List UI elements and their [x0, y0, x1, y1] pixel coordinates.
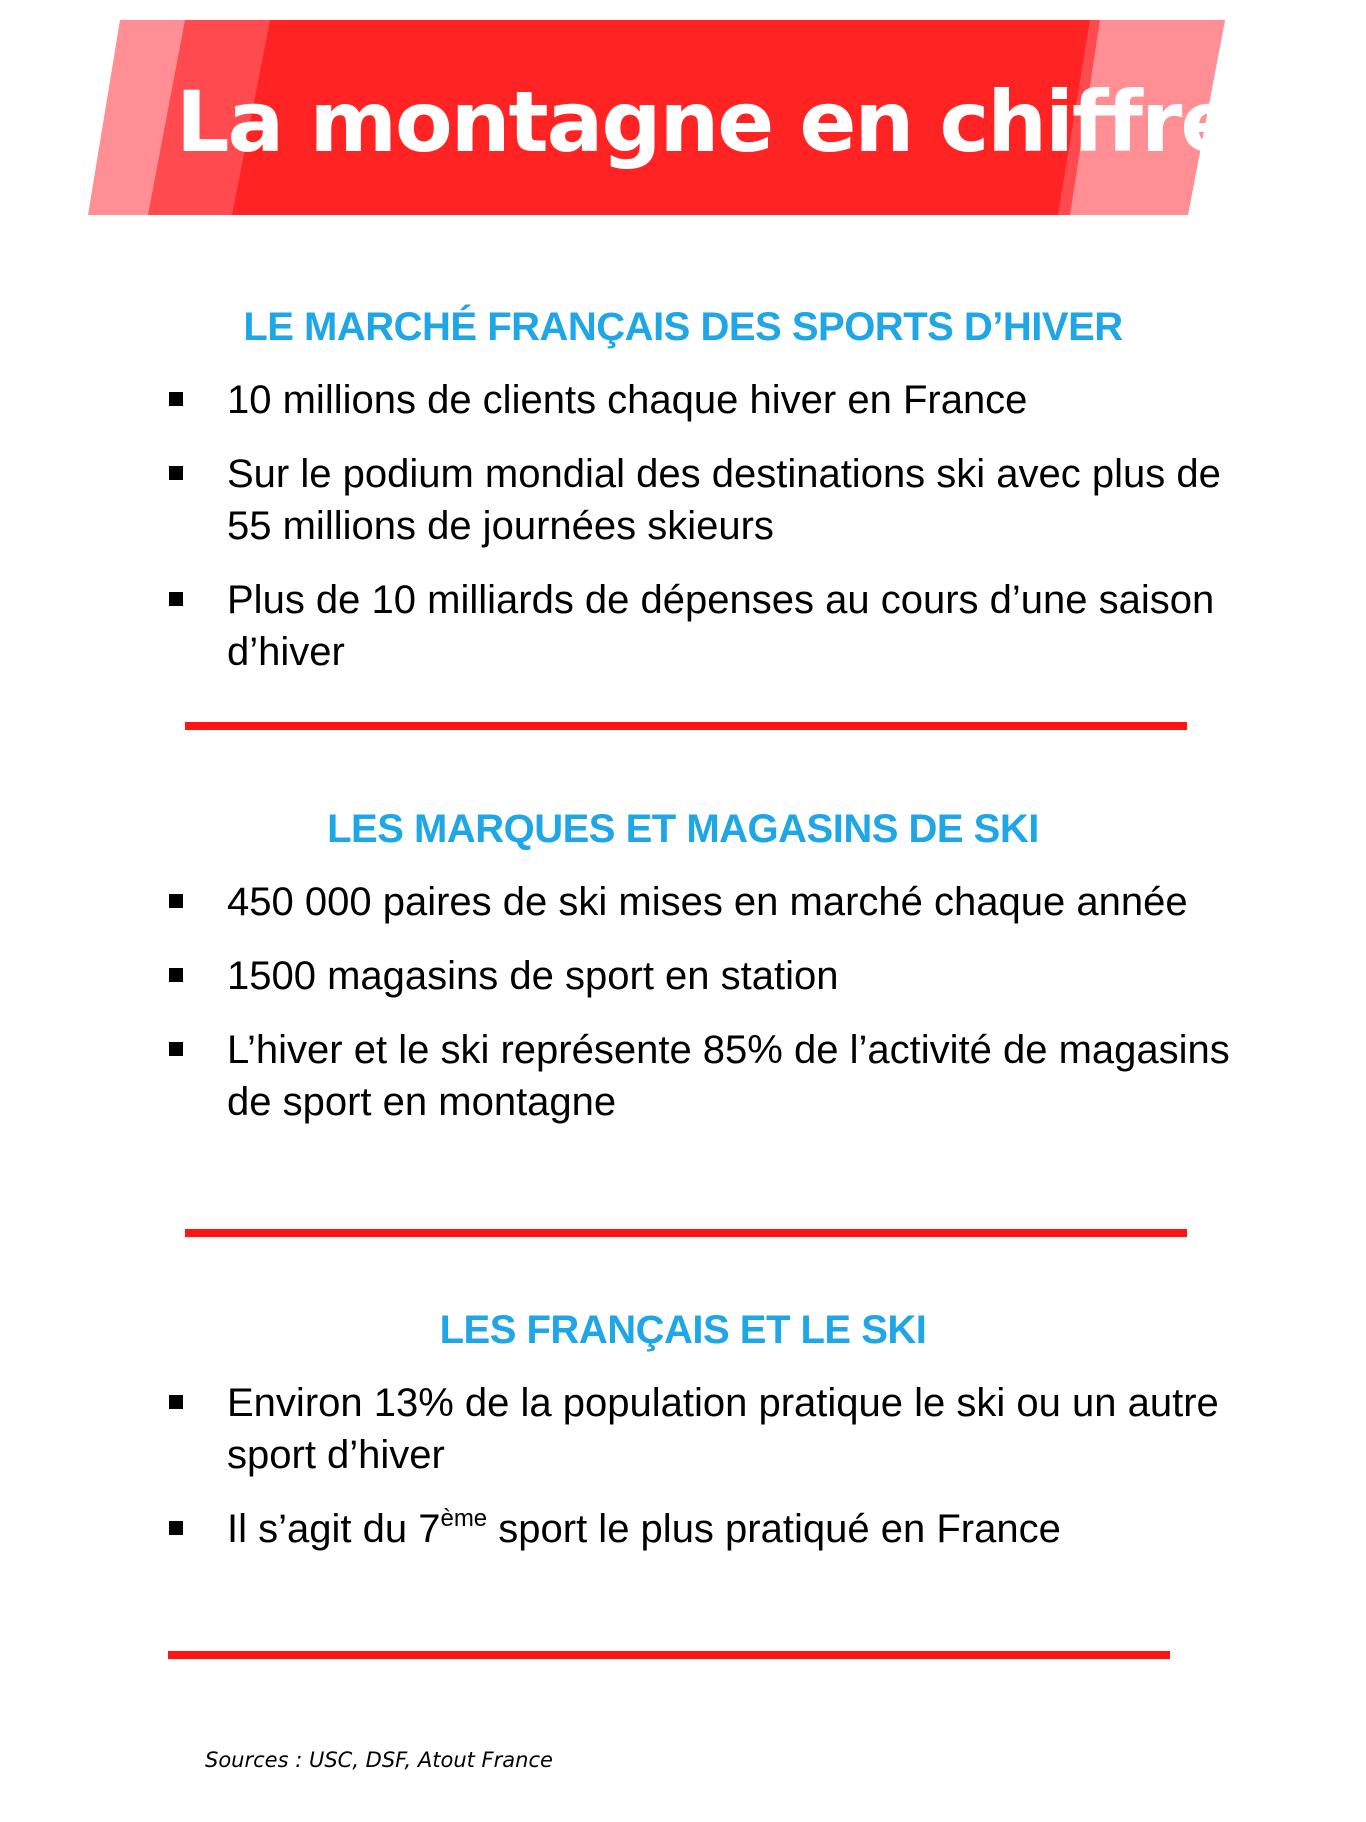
list-item-text: Environ 13% de la population pratique le ski ou un autre sport d’hiver	[227, 1381, 1219, 1477]
section-divider	[168, 1651, 1170, 1659]
section-divider	[185, 722, 1187, 730]
list-item-text-before: Il s’agit du 7	[227, 1507, 441, 1551]
ordinal-superscript: ème	[440, 1505, 488, 1532]
section-francais-ski	[0, 1305, 1366, 1577]
page-title: La montagne en chiffres	[176, 73, 1284, 171]
section-heading: LES MARQUES ET MAGASINS DE SKI	[327, 807, 1039, 851]
bullet-square-icon	[169, 1521, 183, 1535]
list-item-text: Plus de 10 milliards de dépenses au cours d’une saison d’hiver	[227, 578, 1215, 674]
section-heading: LE MARCHÉ FRANÇAIS DES SPORTS D’HIVER	[243, 305, 1123, 349]
list-item-text: Sur le podium mondial des destinations ski avec plus de 55 millions de journées skieurs	[227, 452, 1221, 548]
list-item	[0, 1377, 1366, 1481]
list-item	[0, 1503, 1366, 1555]
bullet-list	[0, 374, 1366, 678]
bullet-square-icon	[169, 1042, 183, 1056]
list-item-text-after: sport le plus pratiqué en France	[487, 1507, 1061, 1551]
bullet-square-icon	[169, 466, 183, 480]
list-item-text: 450 000 paires de ski mises en marché chaque année	[227, 880, 1188, 924]
section-marques-magasins	[0, 804, 1366, 1150]
list-item	[0, 876, 1366, 928]
list-item-text	[227, 1507, 1061, 1551]
list-item	[0, 574, 1366, 678]
section-marche-francais	[0, 302, 1366, 700]
bullet-list	[0, 876, 1366, 1128]
list-item-text: 1500 magasins de sport en station	[227, 954, 839, 998]
section-heading: LES FRANÇAIS ET LE SKI	[439, 1308, 927, 1352]
bullet-square-icon	[169, 592, 183, 606]
list-item	[0, 1024, 1366, 1128]
bullet-square-icon	[169, 1395, 183, 1409]
list-item-text: 10 millions de clients chaque hiver en France	[227, 378, 1028, 422]
sources-note: Sources : USC, DSF, Atout France	[205, 1748, 553, 1772]
list-item-text: L’hiver et le ski représente 85% de l’activité de magasins de sport en montagne	[227, 1028, 1230, 1124]
section-divider	[185, 1229, 1187, 1237]
bullet-square-icon	[169, 894, 183, 908]
title-banner	[0, 0, 1366, 240]
list-item	[0, 950, 1366, 1002]
list-item	[0, 448, 1366, 552]
bullet-square-icon	[169, 968, 183, 982]
bullet-list	[0, 1377, 1366, 1555]
bullet-square-icon	[169, 392, 183, 406]
list-item	[0, 374, 1366, 426]
